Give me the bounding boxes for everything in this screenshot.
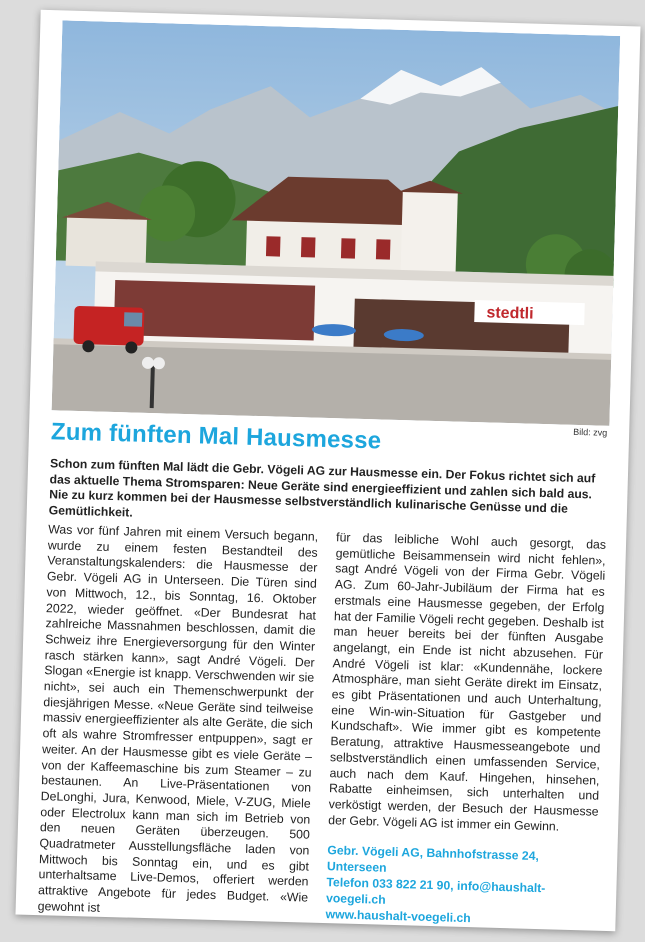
store-sign: stedtli	[486, 304, 534, 323]
contact-address: Gebr. Vögeli AG, Bahnhofstrasse 24, Unterseen	[326, 843, 540, 876]
contact-website: www.haushalt-voegeli.ch	[325, 907, 471, 926]
body-text-2: für das leibliche Wohl auch gesorgt, das gemütliche Beisammensein wird nicht fehlen», sagt André Vögeli von der Firma Gebr. Vögeli AG. Zum 60-Jahr-Jubiläum der Firma hat es erstmals eine Hausmesse gegeben, der Erfolg hat der Familie Vögeli recht gegeben. Deshalb ist man heuer bereits bei der fünften Ausgabe angelangt, ein Ende ist nicht abzusehen. Für André Vögeli ist klar: «Kundennähe, lockere Atmosphäre, man sieht Geräte direkt im Einsatz, es gibt Präsentationen und auch Unterhaltung, eine Win-win-Situation für Gastgeber und Kundschaft». Wie immer gibt es kompetente Beratung, attraktive Hausmesseangebote und selbstverständlich einen umfassenden Service, auch nach dem Kauf. Hingehen, hinsehen, Rabatte einheimsen, sich unterhalten und verköstigt werden, der Besuch der Hausmesse der Gebr. Vögeli AG ist immer ein Gewinn.	[328, 530, 607, 834]
contact-block	[325, 842, 597, 930]
contact-phone-email: Telefon 033 822 21 90, info@haushalt-voegeli.ch	[325, 875, 546, 908]
headline: Zum fünften Mal Hausmesse	[50, 418, 382, 455]
article-body	[37, 522, 606, 930]
body-column-1	[37, 522, 318, 922]
newspaper-clipping	[15, 10, 640, 931]
lead-paragraph: Schon zum fünften Mal lädt die Gebr. Vögeli AG zur Hausmesse ein. Der Fokus richtet sich auf das aktuelle Thema Stromsparen: Neue Geräte sind energieeffizient und zahlen sich bald aus. Nie zu kurz kommen bei der Hausmesse selbstverständlich kulinarische Genüsse und die Gemütlichkeit.	[48, 456, 596, 520]
body-text-1: Was vor fünf Jahren mit einem Versuch begann, wurde zu einem festen Bestandteil des Veranstaltungskalenders: die Hausmesse der Gebr. Vögeli AG in Unterseen. Die Türen sind von Mittwoch, 12., bis Sonntag, 16. Oktober 2022, wieder geöffnet. «Der Bundesrat hat zahlreiche Massnahmen beschlossen, damit die Schweiz ihre Energieversorgung für den Winter rasch stärken kann», sagt André Vögeli. Der Slogan «Energie ist knapp. Verschwenden wir sie nicht», sei auch ein Themenschwerpunkt der diesjährigen Messe. «Neue Geräte sind teilweise massiv energieeffizienter als alte Geräte, die sich oft als wahre Stromfresser entpuppen», sagt er weiter. An der Hausmesse gibt es viele Geräte – von der Kaffeemaschine bis zum Steamer – zu bestaunen. An Live-Präsentationen von DeLonghi, Jura, Kenwood, Miele, V-ZUG, Miele oder Electrolux kann man sich im Betrieb von den neuen Geräten überzeugen. 500 Quadratmeter Ausstellungsfläche laden von Mittwoch bis Sonntag ein, und es gibt unterhaltsame Live-Demos, offeriert werden attraktive Angebote für jedes Budget. «Wie gewohnt ist	[37, 522, 319, 915]
article-photo	[52, 20, 621, 425]
photo-credit: Bild: zvg	[573, 426, 608, 438]
store-photo-illustration	[52, 20, 621, 425]
body-column-2	[325, 530, 606, 930]
